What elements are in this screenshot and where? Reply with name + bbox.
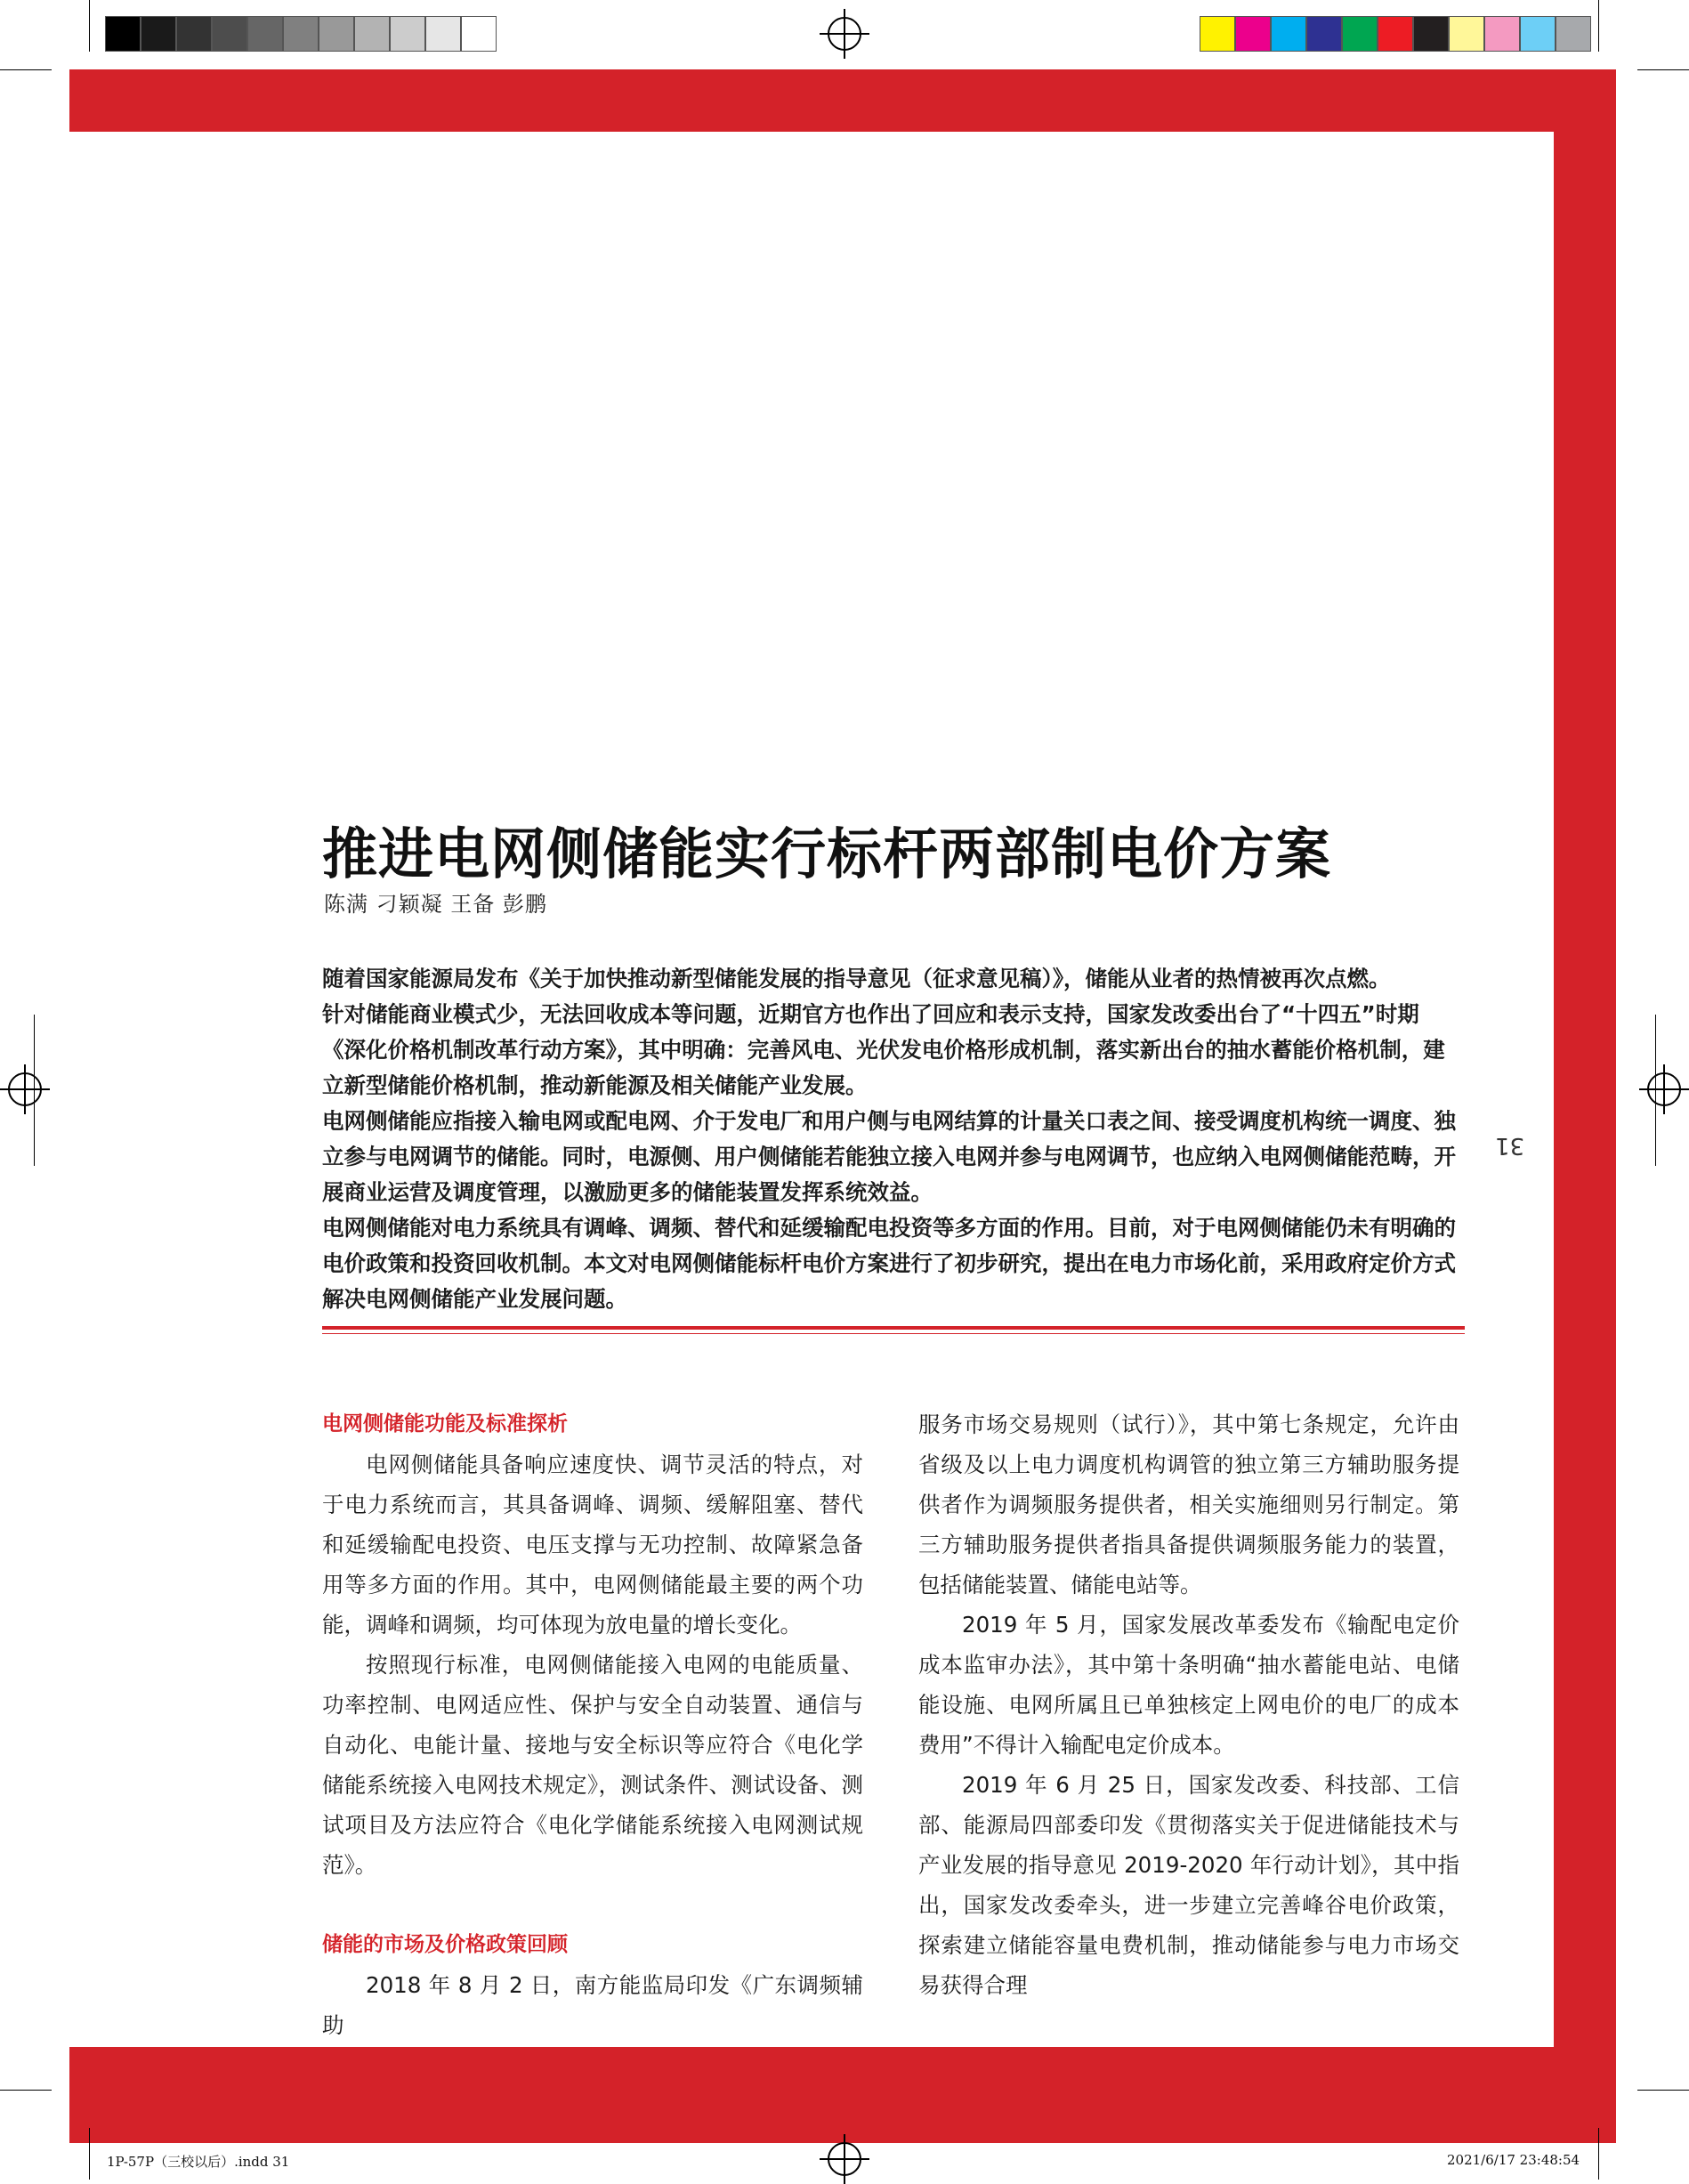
process-swatch [1378,16,1413,52]
grayscale-color-bar [105,16,497,52]
grayscale-swatch [390,16,425,52]
registration-mark-right [1639,1064,1689,1114]
process-swatch [1413,16,1449,52]
grayscale-swatch [319,16,354,52]
grayscale-swatch [105,16,141,52]
print-slug-file: 1P-57P（三校以后）.indd 31 [107,2154,290,2170]
grayscale-swatch [461,16,497,52]
registration-mark-top [820,9,869,59]
crop-mark [1598,0,1599,52]
process-swatch [1449,16,1484,52]
article-abstract [322,961,1461,1317]
crop-mark [89,2128,90,2180]
section-heading: 电网侧储能功能及标准探析 [322,1412,568,1436]
abstract-divider [322,1326,1465,1330]
process-swatch [1200,16,1235,52]
article-title: 推进电网侧储能实行标杆两部制电价方案 [322,821,1332,886]
body-paragraph: 服务市场交易规则（试行）》，其中第七条规定，允许由省级及以上电力调度机构调管的独立第三方辅助服务提供者作为调频服务提供者，相关实施细则另行制定。第三方辅助服务提供者指具备提供调频服务能力的装置，包括储能装置、储能电站等。 [918,1412,1459,1598]
registration-mark-left [0,1064,50,1114]
abstract-paragraph: 电网侧储能对电力系统具有调峰、调频、替代和延缓输配电投资等多方面的作用。目前，对于电网侧储能仍未有明确的电价政策和投资回收机制。本文对电网侧储能标杆电价方案进行了初步研究，提出在电力市场化前，采用政府定价方式解决电网侧储能产业发展问题。 [322,1215,1456,1312]
article-authors: 陈满 刁颖凝 王备 彭鹏 [324,892,547,917]
process-swatch [1484,16,1520,52]
grayscale-swatch [247,16,283,52]
body-column-left [322,1404,863,2045]
crop-mark [1637,69,1689,70]
registration-mark-bottom [820,2134,869,2184]
crop-mark [1655,1015,1656,1166]
body-paragraph: 按照现行标准，电网侧储能接入电网的电能质量、功率控制、电网适应性、保护与安全自动装置、通信与自动化、电能计量、接地与安全标识等应符合《电化学储能系统接入电网技术规定》，测试条件、测试设备、测试项目及方法应符合《电化学储能系统接入电网测试规范》。 [322,1652,863,1878]
red-frame-bottom [69,2047,1616,2143]
process-swatch [1235,16,1271,52]
process-swatch [1306,16,1342,52]
grayscale-swatch [283,16,319,52]
body-paragraph: 2018 年 8 月 2 日，南方能监局印发《广东调频辅助 [322,1972,863,2038]
crop-mark [0,2090,52,2091]
print-slug-timestamp: 2021/6/17 23:48:54 [1447,2152,1580,2168]
abstract-paragraph: 随着国家能源局发布《关于加快推动新型储能发展的指导意见（征求意见稿）》，储能从业者的热情被再次点燃。 [322,966,1391,991]
body-paragraph: 2019 年 6 月 25 日，国家发改委、科技部、工信部、能源局四部委印发《贯彻落实关于促进储能技术与产业发展的指导意见 2019-2020 年行动计划》，其中指出，国家发改委牵头，进一步建立完善峰谷电价政策，探索建立储能容量电费机制，推动储能参与电力市场交易获得合理 [918,1772,1459,1998]
grayscale-swatch [141,16,176,52]
process-swatch [1556,16,1591,52]
body-column-right [918,1404,1459,2005]
grayscale-swatch [212,16,247,52]
red-frame-top [69,69,1616,132]
red-frame-right [1554,69,1616,2143]
crop-mark [89,0,90,52]
section-heading: 储能的市场及价格政策回顾 [322,1933,568,1956]
body-paragraph: 2019 年 5 月，国家发展改革委发布《输配电定价成本监审办法》，其中第十条明确“抽水蓄能电站、电储能设施、电网所属且已单独核定上网电价的电厂的成本费用”不得计入输配电定价成本。 [918,1612,1459,1758]
abstract-paragraph: 针对储能商业模式少，无法回收成本等问题，近期官方也作出了回应和表示支持，国家发改委出台了“十四五”时期《深化价格机制改革行动方案》，其中明确：完善风电、光伏发电价格形成机制，落实新出台的抽水蓄能价格机制，建立新型储能价格机制，推动新能源及相关储能产业发展。 [322,1001,1445,1098]
crop-mark [1598,2128,1599,2180]
process-swatch [1271,16,1306,52]
grayscale-swatch [354,16,390,52]
grayscale-swatch [425,16,461,52]
crop-mark [34,1015,35,1166]
abstract-divider-thin [322,1333,1465,1334]
abstract-paragraph: 电网侧储能应指接入输电网或配电网、介于发电厂和用户侧与电网结算的计量关口表之间、接受调度机构统一调度、独立参与电网调节的储能。同时，电源侧、用户侧储能若能独立接入电网并参与电网调节，也应纳入电网侧储能范畴，开展商业运营及调度管理，以激励更多的储能装置发挥系统效益。 [322,1108,1456,1205]
crop-mark [1637,2090,1689,2091]
process-color-bar [1200,16,1591,52]
page-number: 31 [1495,1132,1525,1159]
crop-mark [0,69,52,70]
body-paragraph: 电网侧储能具备响应速度快、调节灵活的特点，对于电力系统而言，其具备调峰、调频、缓解阻塞、替代和延缓输配电投资、电压支撑与无功控制、故障紧急备用等多方面的作用。其中，电网侧储能最主要的两个功能，调峰和调频，均可体现为放电量的增长变化。 [322,1452,863,1638]
process-swatch [1342,16,1378,52]
process-swatch [1520,16,1556,52]
grayscale-swatch [176,16,212,52]
